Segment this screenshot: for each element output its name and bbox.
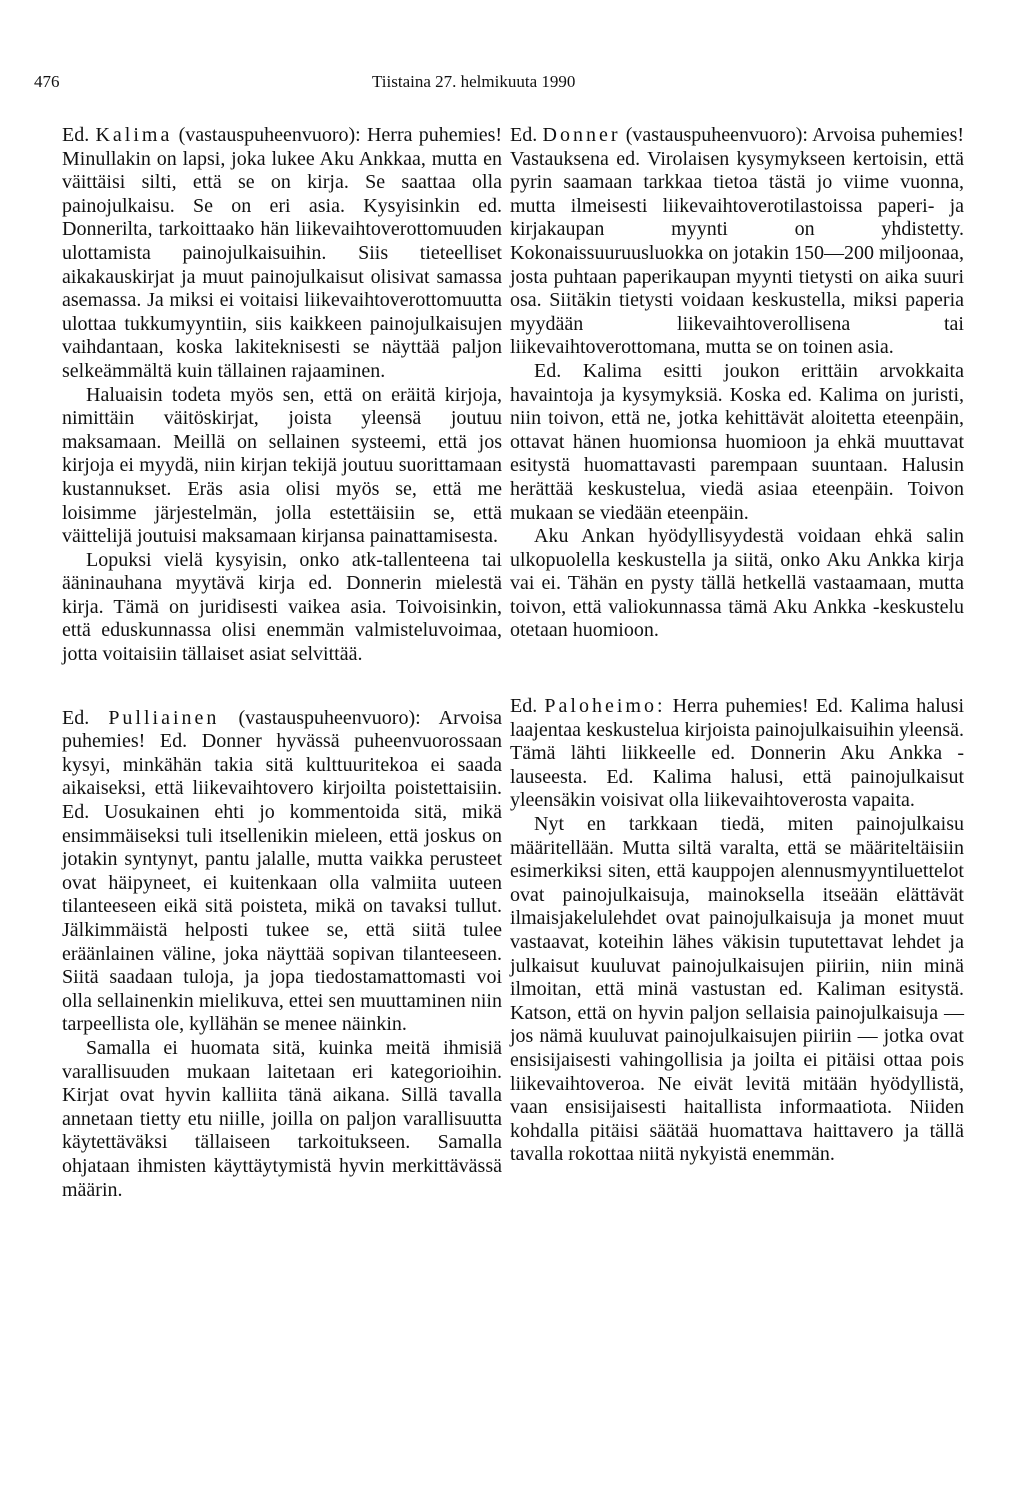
speech-text: (vastauspuheenvuoro): Arvoisa puhemies! Ed. Donner hyvässä puheenvuorossaan kysyi, minkähän takia sitä kulttuuritekoa ei saada aikaiseksi, että liikevaihtovero kirjoilta poistettaisiin. Ed. Uosukainen ehti jo kommentoida sitä, mikä ensimmäiseksi tuli itsellenikin mieleen, että joskus on jotakin syntynyt, pantu jalalle, mutta vaikka perusteet ovat häipyneet, ei kuitenkaan olla valmiita uuteen tilanteeseen eikä sitä poisteta, mikä on tavaksi tullut. Jälkimmäistä helposti tukee se, että siitä tulee eräänlainen väline, joka näyttää sopivan tilanteeseen. Siitä saadaan tuloja, ja jopa tiedostamattomasti voi olla sellainenkin mielikuva, ettei sen muuttaminen niin tarpeellista ole, kyllähän se menee näinkin. <box>62 706 502 1036</box>
speaker-name: Paloheimo: <box>544 695 666 718</box>
speaker-name: Pulliainen <box>108 706 220 729</box>
speech-paragraph: Haluaisin todeta myös sen, että on eräitä kirjoja, nimittäin väitöskirjat, joista yleensä joutuu maksamaan. Meillä on sellainen systeemi, että jos kirjoja ei myydä, niin kirjan tekijä joutuu suorittamaan kustannukset. Eräs asia olisi myös se, että me loisimme järjestelmän, jolla estettäisiin se, että väittelijä joutuisi maksamaan kirjansa painattamisesta. <box>62 383 502 548</box>
speech-paragraph: Nyt en tarkkaan tiedä, miten painojulkaisu määritellään. Mutta siltä varalta, että se määriteltäisiin esimerkiksi siten, että kauppojen alennusmyyntiluettelot ovat painojulkaisuja, mainoksella itseään elättävät ilmaisjakelulehdet ovat painojulkaisuja ja monet muut vastaavat, koteihin lähes väkisin tuputettavat lehdet ja julkaisut kuuluvat painojulkaisujen piiriin, niin minä ilmoitan, että minä vastustan ed. Kaliman esitystä. Katson, että on hyvin paljon sellaisia painojulkaisuja — jos nämä kuuluvat painojulkaisujen piiriin — jotka ovat ensisijaisesti vahingollisia ja joilta ei pitäisi ottaa pois liikevaihtoveroa. Ne eivät levitä mitään hyödyllistä, vaan ensisijaisesti haitallista informaatiota. Niiden kohdalla pitäisi säätää huomattava haittavero ja tällä tavalla rokottaa niitä nykyistä enemmän. <box>510 813 964 1166</box>
speaker-name: Donner <box>542 124 621 146</box>
speech-text: Herra puhemies! Ed. Kalima halusi laajentaa keskustelua kirjoista painojulkaisuihin yleensä. Tämä lähti liikkeelle ed. Donnerin Aku Ankka -lauseesta. Ed. Kalima halusi, että painojulkaisut yleensäkin voisivat olla liikevaihtoverosta vapaita. <box>510 695 965 812</box>
speech-text: (vastauspuheenvuoro): Arvoisa puhemies! Vastauksena ed. Virolaisen kysymykseen kertoisin, että pyrin saamaan tarkkaa tietoa tästä jo viime vuonna, mutta ilmeisesti liikevaihtoverotilastoissa paperi- ja kirjakaupan myynti on yhdistetty. Kokonaissuuruusluokka on jotakin 150—200 miljoonaa, josta puhtaan paperikaupan myynti tietysti on aika suuri osa. Siitäkin tietysti voidaan keskustella, miksi paperia myydään liikevaihtoverollisena tai liikevaihtoverottomana, mutta se on toinen asia. <box>510 124 965 359</box>
speech-prefix: Ed. <box>510 124 538 146</box>
speech-paragraph: Samalla ei huomata sitä, kuinka meitä ihmisiä varallisuuden mukaan laitetaan eri kategorioihin. Kirjat ovat hyvin kalliita tänä aikana. Sillä tavalla annetaan tietty etu niille, joilla on paljon varallisuutta käytettäväksi tällaiseen tarkoitukseen. Samalla ohjataan ihmisten käyttäytymistä hyvin merkittävässä määrin. <box>62 1036 502 1201</box>
page-header <box>0 72 1024 96</box>
speech-opening <box>510 124 964 360</box>
speech-prefix: Ed. <box>62 124 90 146</box>
speech-opening <box>510 695 964 813</box>
speech-opening <box>62 124 502 384</box>
speech-paloheimo <box>510 695 964 1167</box>
speech-prefix: Ed. <box>62 706 90 729</box>
speech-pulliainen <box>62 707 502 1202</box>
right-column <box>510 124 964 1167</box>
running-title: Tiistaina 27. helmikuuta 1990 <box>372 72 576 91</box>
speech-kalima <box>62 124 502 667</box>
speech-paragraph: Aku Ankan hyödyllisyydestä voidaan ehkä salin ulkopuolella keskustella ja siitä, onko Aku Ankka kirja vai ei. Tähän en pysty tällä hetkellä vastaamaan, mutta toivon, että valiokunnassa tämä Aku Ankka -keskustelu otetaan huomioon. <box>510 525 964 642</box>
speech-paragraph: Ed. Kalima esitti joukon erittäin arvokkaita havaintoja ja kysymyksiä. Koska ed. Kalima on juristi, niin toivon, että ne, jotka kehittävät aloitetta eteenpäin, ottavat hänen huomionsa huomioon ja ehkä muuttavat esitystä huomattavasti parempaan suuntaan. Halusin herättää keskustelua, viedä asiaa eteenpäin. Toivon mukaan se viedään eteenpäin. <box>510 359 964 524</box>
speech-donner <box>510 124 964 643</box>
speech-prefix: Ed. <box>510 695 538 718</box>
left-column <box>62 124 502 1202</box>
speaker-name: Kalima <box>95 124 173 146</box>
speech-paragraph: Lopuksi vielä kysyisin, onko atk-tallenteena tai ääninauhana myytävä kirja ed. Donnerin mielestä kirja. Tämä on juridisesti vaikea asia. Toivoisinkin, että eduskunnassa olisi enemmän valmisteluvoimaa, jotta voitaisiin tällaiset asiat selvittää. <box>62 548 502 666</box>
speech-text: (vastauspuheenvuoro): Herra puhemies! Minullakin on lapsi, joka lukee Aku Ankkaa, mutta en väittäisi silti, että se on kirja. Se saattaa olla painojulkaisu. Se on eri asia. Kysyisinkin ed. Donnerilta, tarkoittaako hän liikevaihtoverottomuuden ulottamista painojulkaisuihin. Siis tieteelliset aikakauskirjat ja muut painojulkaisut olisivat samassa asemassa. Ja miksi ei voitaisi liikevaihtoverottomuutta ulottaa tukkumyyntiin, siis kaikkeen painojulkaisujen vaihdantaan, koska lakiteknisesti se näyttää paljon selkeämmältä kuin tällainen rajaaminen. <box>62 124 503 382</box>
speech-opening <box>62 707 502 1037</box>
page-number: 476 <box>34 72 60 91</box>
